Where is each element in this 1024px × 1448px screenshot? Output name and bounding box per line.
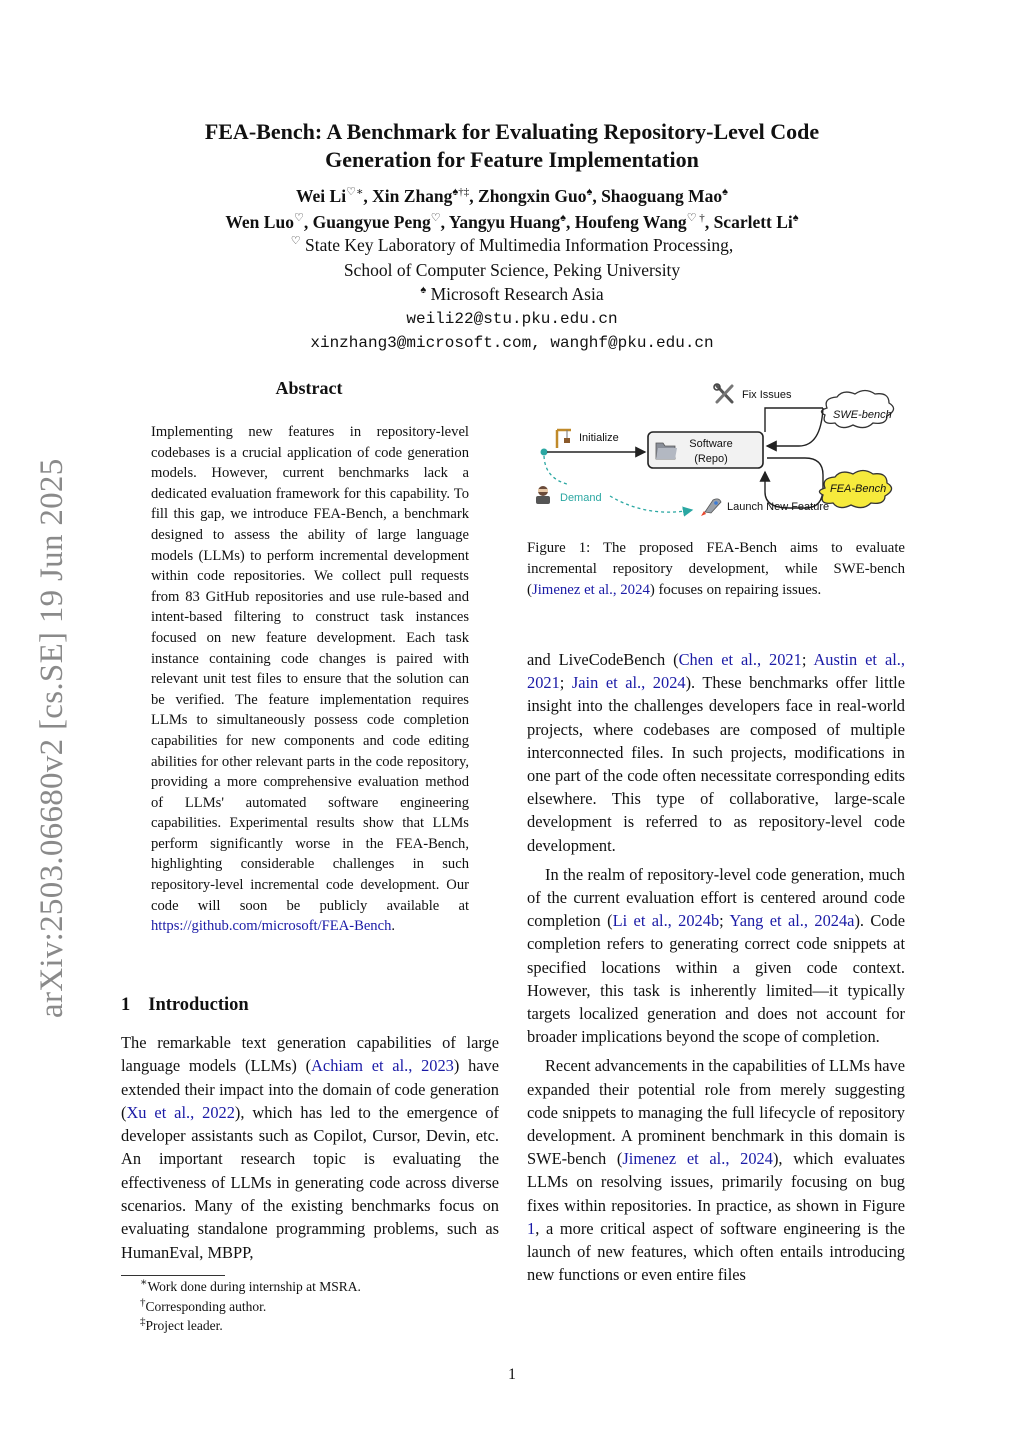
- text: The remarkable text generation capabilities of large language models (LLMs) (: [121, 1033, 499, 1076]
- start-dot: [541, 449, 548, 456]
- section-heading: [121, 995, 249, 1016]
- rocket-icon: [701, 499, 721, 516]
- abstract-end: .: [391, 918, 396, 935]
- citation-link[interactable]: Achiam et al., 2023: [311, 1056, 454, 1076]
- email-1: weili22@stu.pku.edu.cn: [406, 309, 618, 328]
- page-number: 1: [508, 1366, 516, 1383]
- citation-link[interactable]: Xu et al., 2022: [126, 1102, 235, 1122]
- developer-icon: [536, 486, 550, 504]
- figure-caption: [527, 538, 905, 601]
- abstract-text: Implementing new features in repository-level codebases is a crucial application of code generation models. However, current benchmarks lack a dedicated evaluation framework for this capability. To fill this gap, we introduce FEA-Bench, a benchmark designed to assess the ability of large language models (LLMs) to perform incremental development within code repositories. We collect pull requests from 83 GitHub repositories and use rule-based and intent-based filtering to construct task instances focused on new feature development. Each task instance containing code changes is paired with relevant unit test files to ensure that the solution can be verified. The feature implementation requires LLMs to simultaneously possess code completion capabilities for new components and code editing abilities for other relevant parts in the code repository, providing a more comprehensive evaluation method of LLMs' automated software engineering capabilities. Experimental results show that LLMs perform significantly worse in the FEA-Bench, highlighting considerable challenges in such repository-level incremental code development. Our code will soon be publicly available at: [151, 424, 469, 914]
- author-marks: ♠: [560, 212, 566, 225]
- swe-bench-cloud: [821, 391, 893, 428]
- email-2: xinzhang3@microsoft.com, wanghf@pku.edu.cn: [310, 334, 714, 352]
- citation-link[interactable]: Li et al., 2024b: [612, 911, 720, 931]
- footnote-mark: †: [140, 1296, 146, 1308]
- author-name: Wen Luo: [225, 212, 294, 232]
- text: Figure 1: The proposed FEA-Bench aims to evaluate incremental repository development, while SWE-bench (: [527, 540, 905, 598]
- author-marks: ♡∗: [346, 186, 364, 199]
- fix-loop-return: [767, 408, 823, 446]
- paragraph: [527, 648, 905, 857]
- affiliations: [100, 233, 924, 356]
- citation-link[interactable]: Chen et al., 2021: [678, 650, 802, 669]
- figure-1-diagram: [527, 380, 905, 530]
- text: Recent advancements in the capabilities of LLMs have expanded their potential role from merely suggesting code snippets to managing the full lifecycle of repository development. A prominent benchmark in this domain is SWE-bench (: [527, 1056, 906, 1169]
- citation-link[interactable]: Jimenez et al., 2024: [622, 1149, 773, 1169]
- github-link[interactable]: https://github.com/microsoft/FEA-Bench: [151, 918, 392, 935]
- crane-icon: [557, 430, 571, 448]
- footnote-text: Work done during internship at MSRA.: [147, 1279, 361, 1294]
- footnote: [140, 1297, 361, 1317]
- author-name: Scarlett Li: [713, 212, 793, 232]
- author-line-2: Wen Luo♡, Guangyue Peng♡, Yangyu Huang♠, Houfeng Wang♡ †, Scarlett Li♠: [225, 212, 799, 232]
- text: ), which has led to the emergence of developer assistants such as Copilot, Cursor, Devin, etc. An important research topic is evaluating the effectiveness of LLMs in generating code across diverse scenarios. Many of the existing benchmarks focus on evaluating standalone programming problems, such as HumanEval, MBPP,: [121, 1102, 499, 1262]
- footnote-mark: ‡: [140, 1315, 146, 1328]
- author-line-1: Wei Li♡∗, Xin Zhang♠†‡, Zhongxin Guo♠, Shaoguang Mao♠: [296, 186, 728, 206]
- author-marks: ♡: [430, 212, 441, 225]
- author-marks: ♠: [792, 212, 799, 225]
- author-marks: ♡ †: [686, 212, 705, 225]
- text: ;: [719, 911, 730, 931]
- feature-loop-top: [767, 458, 823, 488]
- demand-dashed-arrow: [610, 496, 692, 512]
- author-name: Guangyue Peng: [312, 212, 431, 232]
- initialize-label: Initialize: [579, 432, 619, 444]
- demand-label: Demand: [560, 492, 602, 504]
- right-column: [527, 648, 905, 1292]
- text: ). These benchmarks offer little insight into the challenges developers face in real-world projects, where codebases are composed of multiple interconnected files. In such projects, modifications in one part of the code often necessitate corresponding edits elsewhere. This type of collaborative, large-scale development is referred to as repository-level code development.: [527, 673, 905, 855]
- author-name: Shaoguang Mao: [601, 186, 723, 206]
- author-name: Wei Li: [296, 186, 347, 206]
- author-marks: ♡: [293, 212, 304, 225]
- footnotes: [140, 1277, 361, 1336]
- launch-label: Launch New Feature: [727, 501, 830, 513]
- footnote-text: Corresponding author.: [145, 1298, 267, 1314]
- author-marks: ♠: [586, 186, 593, 199]
- affiliation-1b: School of Computer Science, Peking University: [343, 259, 681, 280]
- paper-title: [120, 118, 904, 174]
- citation-link[interactable]: Austin et al., 2021: [527, 650, 905, 693]
- affiliation-mark: ♠: [420, 284, 427, 297]
- title-line-1: FEA-Bench: A Benchmark for Evaluating Repository-Level Code: [204, 119, 820, 144]
- arxiv-stamp: arXiv:2503.06680v2 [cs.SE] 19 Jun 2025: [34, 458, 70, 1018]
- tools-icon: [714, 384, 732, 402]
- author-name: Xin Zhang: [372, 186, 453, 206]
- paragraph: [527, 1054, 905, 1286]
- author-marks: ♠†‡: [452, 186, 470, 199]
- footnote-mark: ∗: [140, 1276, 148, 1289]
- author-list: [100, 183, 924, 235]
- fea-bench-cloud: [819, 471, 891, 508]
- fix-issues-label: Fix Issues: [742, 389, 792, 401]
- section-number: 1: [121, 995, 131, 1015]
- affiliation-text: Microsoft Research Asia: [430, 284, 604, 304]
- text: ) focuses on repairing issues.: [649, 582, 822, 598]
- citation-link[interactable]: Jimenez et al., 2024: [531, 582, 650, 598]
- affiliation-text: State Key Laboratory of Multimedia Information Processing,: [305, 235, 734, 255]
- affiliation-2: [100, 282, 924, 307]
- text: ;: [559, 673, 572, 693]
- swe-bench-label: SWE-bench: [833, 409, 892, 421]
- demand-dashed-up: [544, 456, 567, 484]
- fea-bench-label: FEA-Bench: [830, 483, 887, 495]
- author-name: Yangyu Huang: [448, 212, 561, 232]
- footnote: [140, 1316, 361, 1336]
- software-label: Software: [689, 438, 733, 450]
- fix-loop-top: [765, 408, 823, 432]
- affiliation-1: [100, 233, 924, 258]
- software-repo-box: [648, 432, 763, 468]
- text: ), which evaluates LLMs on resolving issues, primarily focusing on bug fixes within repositories. In practice, as shown in Figure: [527, 1149, 905, 1215]
- footnote-rule: [121, 1275, 225, 1276]
- intro-paragraph: [121, 1031, 499, 1264]
- section-title: Introduction: [148, 995, 249, 1015]
- footnote: [140, 1277, 361, 1297]
- affiliation-mark: ♡: [290, 235, 301, 248]
- text: In the realm of repository-level code generation, much of the current evaluation effort is centered around code completion (: [527, 864, 905, 931]
- text: ) have extended their impact into the domain of code generation (: [121, 1056, 500, 1122]
- title-line-2: Generation for Feature Implementation: [325, 147, 699, 172]
- citation-link[interactable]: Jain et al., 2024: [571, 673, 686, 693]
- abstract-body: [151, 422, 469, 937]
- author-name: Zhongxin Guo: [478, 186, 587, 206]
- abstract-heading: Abstract: [275, 378, 343, 398]
- author-name: Houfeng Wang: [574, 212, 687, 232]
- author-marks: ♠: [722, 186, 728, 199]
- footnote-text: Project leader.: [145, 1318, 223, 1333]
- figure-ref-link[interactable]: 1: [527, 1218, 536, 1238]
- text: ;: [801, 650, 814, 669]
- citation-link[interactable]: Yang et al., 2024a: [729, 911, 855, 931]
- paragraph: [527, 863, 905, 1049]
- text: , a more critical aspect of software engineering is the launch of new features, which often entails introducing new functions or even entire files: [527, 1218, 905, 1285]
- text: ). Code completion refers to generating correct code snippets at specified locations within a given code context. However, this task is inherently limited—it typically targets localized generation and does not account for broader implications beyond the scope of completion.: [527, 911, 905, 1047]
- text: and LiveCodeBench (: [527, 650, 679, 669]
- repo-label: (Repo): [694, 453, 728, 465]
